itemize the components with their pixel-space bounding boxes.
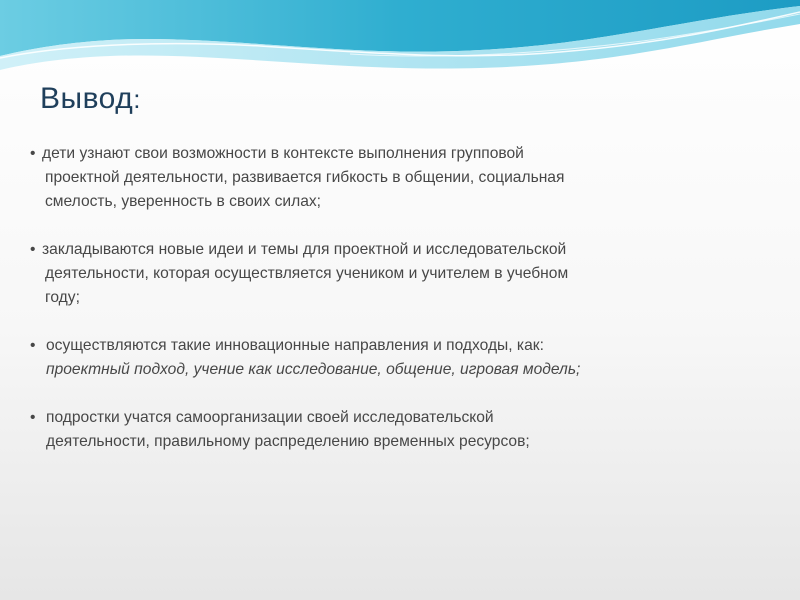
bullet-line: году;	[45, 289, 80, 306]
bullet-line: дети узнают свои возможности в контексте выполнения групповой	[42, 145, 524, 162]
bullet-glyph: •	[30, 409, 36, 426]
bullet-glyph: •	[30, 145, 36, 162]
bullet-line: проектной деятельности, развивается гибкость в общении, социальная	[45, 169, 565, 186]
decorative-wave-header	[0, 0, 800, 80]
bullet-line-italic: проектный подход, учение как исследование, общение, игровая модель;	[46, 361, 581, 378]
bullet-glyph: •	[30, 241, 36, 258]
bullet-item	[30, 142, 770, 214]
bullet-item	[30, 406, 770, 454]
bullet-line: осуществляются такие инновационные направления и подходы, как:	[46, 337, 544, 354]
bullet-item	[30, 334, 770, 382]
slide-title-text: Вывод	[40, 82, 134, 115]
bullet-item	[30, 238, 770, 310]
slide-title	[40, 82, 141, 116]
slide-title-colon: :	[133, 84, 141, 114]
bullet-line: смелость, уверенность в своих силах;	[45, 193, 322, 210]
bullet-line: закладываются новые идеи и темы для проектной и исследовательской	[42, 241, 567, 258]
bullet-list	[30, 142, 770, 478]
bullet-glyph: •	[30, 337, 36, 354]
bullet-line: деятельности, правильному распределению временных ресурсов;	[46, 433, 530, 450]
bullet-line: деятельности, которая осуществляется учеником и учителем в учебном	[45, 265, 569, 282]
bullet-line: подростки учатся самоорганизации своей исследовательской	[46, 409, 494, 426]
